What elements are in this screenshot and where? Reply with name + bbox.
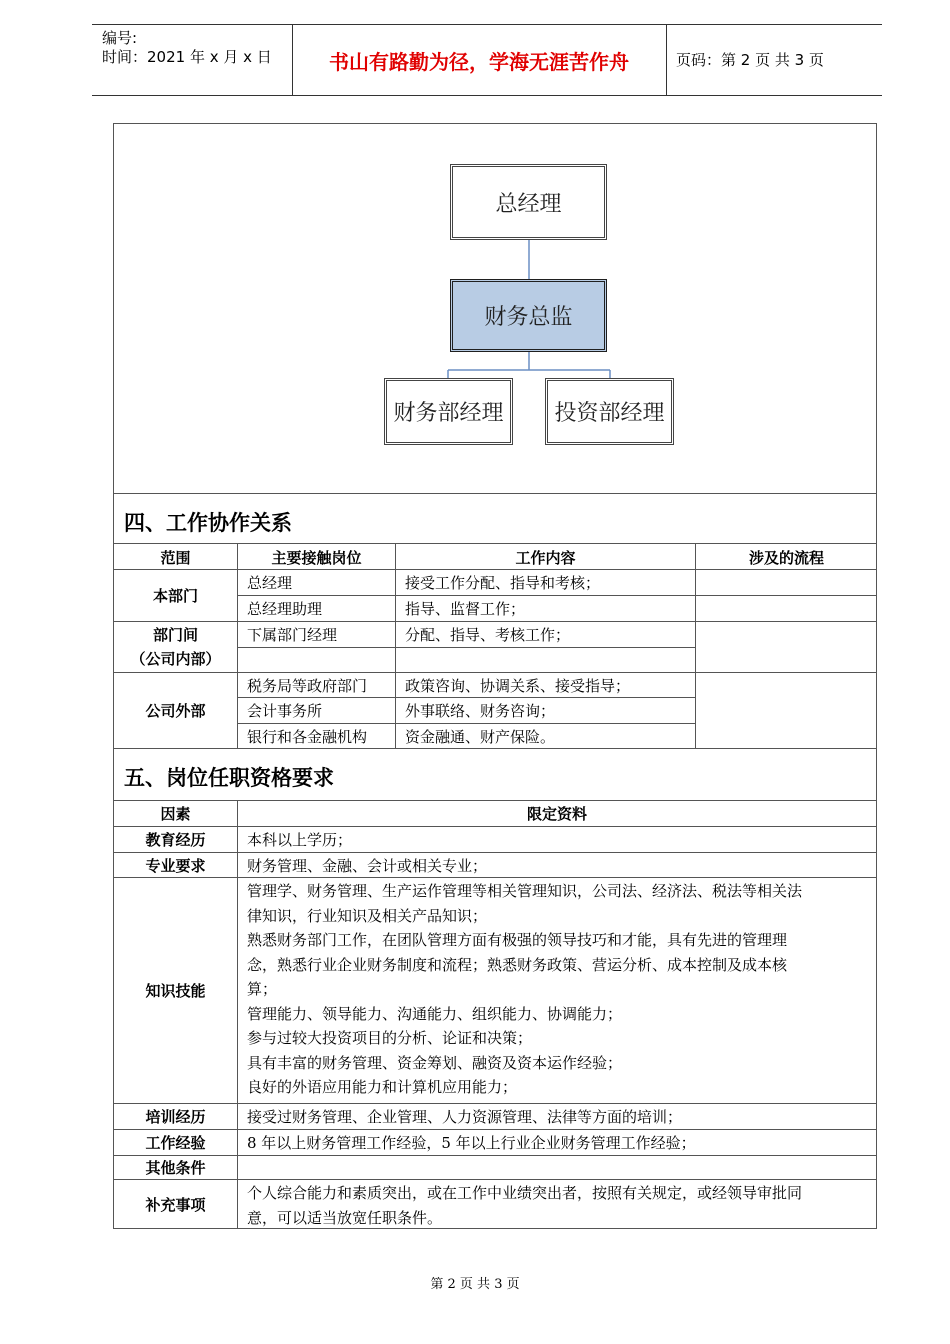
value-supplement xyxy=(247,1181,875,1230)
skills-line: 良好的外语应用能力和计算机应用能力； xyxy=(247,1078,518,1096)
label-other: 其他条件 xyxy=(145,1159,206,1177)
scope-external: 公司外部 xyxy=(145,702,206,720)
skills-line: 具有丰富的财务管理、资金筹划、融资及资本运作经验； xyxy=(247,1053,623,1072)
header-page-info: 页码：第 2 页 共 3 页 xyxy=(676,51,824,69)
table-row-post: 税务局等政府部门 xyxy=(247,676,368,695)
table-row-post: 下属部门经理 xyxy=(247,626,338,644)
header-motto: 书山有路勤为径，学海无涯苦作舟 xyxy=(329,49,629,74)
table-row-content: 资金融通、财产保险。 xyxy=(405,727,556,746)
supplement-line: 个人综合能力和素质突出，或在工作中业绩突出者，按照有关规定，或经领导审批同 xyxy=(247,1184,803,1202)
table-row-post: 总经理 xyxy=(247,574,293,592)
table-row-post: 银行和各金融机构 xyxy=(247,727,368,746)
col-header-post: 主要接触岗位 xyxy=(271,548,362,567)
label-skills: 知识技能 xyxy=(145,982,206,1000)
col-header-scope: 范围 xyxy=(160,548,191,567)
org-node-finance-manager: 财务部经理 xyxy=(384,378,513,445)
label-education: 教育经历 xyxy=(145,831,206,849)
document-frame xyxy=(113,123,877,1229)
section4-title: 四、工作协作关系 xyxy=(124,511,292,535)
scope-inter-dept-line1: 部门间 xyxy=(152,626,198,644)
skills-line: 念，熟悉行业企业财务制度和流程；熟悉财务政策、营运分析、成本控制及成本核 xyxy=(247,955,788,974)
table-row-post: 会计事务所 xyxy=(247,702,323,720)
col-header-process: 涉及的流程 xyxy=(748,548,824,567)
section5-title: 五、岗位任职资格要求 xyxy=(124,766,334,790)
skills-line: 参与过较大投资项目的分析、论证和决策； xyxy=(247,1029,533,1047)
skills-line: 管理能力、领导能力、沟通能力、组织能力、协调能力； xyxy=(247,1004,623,1023)
table-row-content: 分配、指导、考核工作； xyxy=(405,626,571,644)
page-header xyxy=(92,24,882,96)
time-label: 时间：2021 年 x 月 x 日 xyxy=(102,48,272,66)
org-node-general-manager: 总经理 xyxy=(450,164,607,240)
table-row-content: 外事联络、财务咨询； xyxy=(405,702,556,720)
label-major: 专业要求 xyxy=(145,856,206,875)
header-meta xyxy=(102,29,272,67)
org-node-investment-manager: 投资部经理 xyxy=(545,378,674,445)
col-header-factor: 因素 xyxy=(160,805,191,823)
skills-line: 算； xyxy=(247,980,278,998)
table-row-content: 政策咨询、协调关系、接受指导； xyxy=(405,676,631,695)
value-training: 接受过财务管理、企业管理、人力资源管理、法律等方面的培训； xyxy=(247,1108,683,1126)
value-skills xyxy=(247,879,875,1100)
scope-inter-dept xyxy=(114,622,237,672)
skills-line: 熟悉财务部门工作，在团队管理方面有极强的领导技巧和才能，具有先进的管理理 xyxy=(247,931,788,949)
skills-line: 律知识，行业知识及相关产品知识； xyxy=(247,906,488,925)
col-header-content: 工作内容 xyxy=(515,548,576,567)
value-education: 本科以上学历； xyxy=(247,831,353,849)
value-other xyxy=(238,1156,876,1179)
org-node-cfo: 财务总监 xyxy=(450,279,607,352)
supplement-line: 意，可以适当放宽任职条件。 xyxy=(247,1208,443,1227)
label-experience: 工作经验 xyxy=(145,1134,206,1152)
table-row-content: 接受工作分配、指导和考核； xyxy=(405,574,601,592)
table-row-post: 总经理助理 xyxy=(247,600,323,618)
code-label: 编号: xyxy=(102,29,138,47)
scope-inter-dept-line2: （公司内部） xyxy=(130,650,221,668)
label-training: 培训经历 xyxy=(145,1108,206,1126)
scope-own-dept: 本部门 xyxy=(152,587,198,605)
table-row-content: 指导、监督工作； xyxy=(405,600,526,618)
label-supplement: 补充事项 xyxy=(145,1195,206,1214)
value-major: 财务管理、金融、会计或相关专业； xyxy=(247,856,488,875)
col-header-requirement: 限定资料 xyxy=(526,805,587,823)
skills-line: 管理学、财务管理、生产运作管理等相关管理知识，公司法、经济法、税法等相关法 xyxy=(247,882,803,900)
page-footer: 第 2 页 共 3 页 xyxy=(430,1277,520,1292)
value-experience: 8 年以上财务管理工作经验，5 年以上行业企业财务管理工作经验； xyxy=(247,1134,696,1152)
